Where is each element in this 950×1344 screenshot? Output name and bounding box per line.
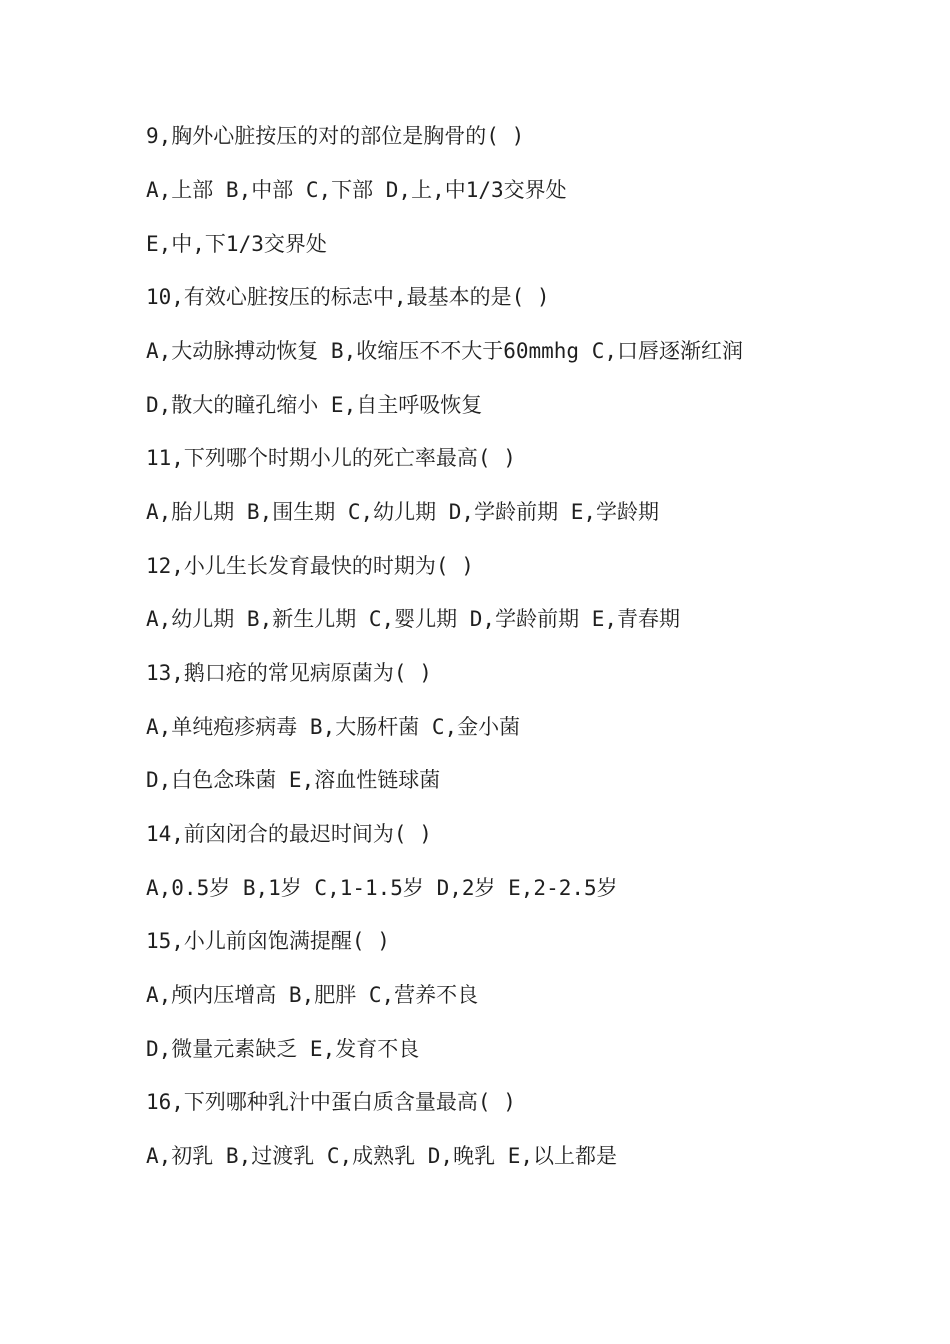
question-9-options-1: A,上部 B,中部 C,下部 D,上,中1/3交界处 xyxy=(146,178,567,202)
question-10-options-2: D,散大的瞳孔缩小 E,自主呼吸恢复 xyxy=(146,393,483,417)
question-9-options-2: E,中,下1/3交界处 xyxy=(146,232,327,256)
question-15-options-1: A,颅内压增高 B,肥胖 C,营养不良 xyxy=(146,983,479,1007)
question-16: 16,下列哪种乳汁中蛋白质含量最高( ) xyxy=(146,1090,516,1114)
question-14-options: A,0.5岁 B,1岁 C,1-1.5岁 D,2岁 E,2-2.5岁 xyxy=(146,876,618,900)
question-9: 9,胸外心脏按压的对的部位是胸骨的( ) xyxy=(146,124,525,148)
question-16-options: A,初乳 B,过渡乳 C,成熟乳 D,晚乳 E,以上都是 xyxy=(146,1144,618,1168)
question-13: 13,鹅口疮的常见病原菌为( ) xyxy=(146,661,432,685)
question-10: 10,有效心脏按压的标志中,最基本的是( ) xyxy=(146,285,550,309)
question-10-options-1: A,大动脉搏动恢复 B,收缩压不不大于60mmhg C,口唇逐渐红润 xyxy=(146,339,744,363)
question-13-options-2: D,白色念珠菌 E,溶血性链球菌 xyxy=(146,768,441,792)
question-11-options: A,胎儿期 B,围生期 C,幼儿期 D,学龄前期 E,学龄期 xyxy=(146,500,660,524)
question-13-options-1: A,单纯疱疹病毒 B,大肠杆菌 C,金小菌 xyxy=(146,715,521,739)
question-15: 15,小儿前囟饱满提醒( ) xyxy=(146,929,390,953)
question-11: 11,下列哪个时期小儿的死亡率最高( ) xyxy=(146,446,516,470)
question-12: 12,小儿生长发育最快的时期为( ) xyxy=(146,554,474,578)
question-12-options: A,幼儿期 B,新生儿期 C,婴儿期 D,学龄前期 E,青春期 xyxy=(146,607,681,631)
question-14: 14,前囟闭合的最迟时间为( ) xyxy=(146,822,432,846)
question-15-options-2: D,微量元素缺乏 E,发育不良 xyxy=(146,1037,420,1061)
